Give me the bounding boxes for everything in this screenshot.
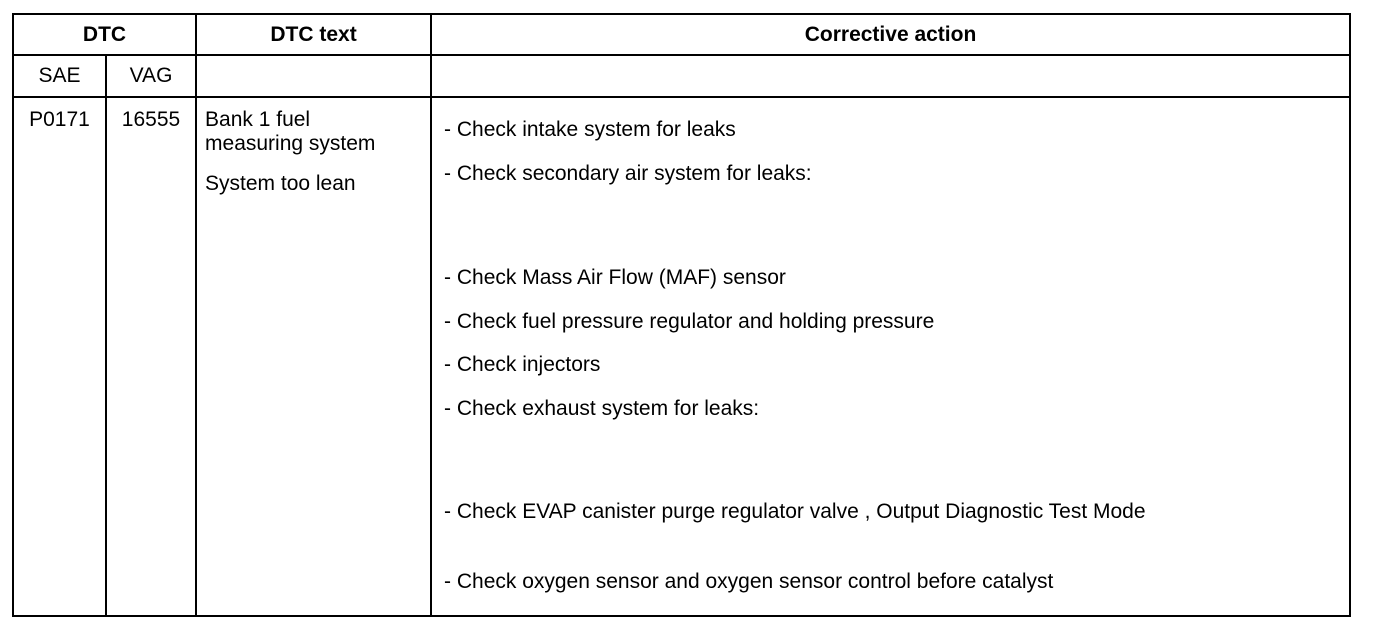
vag-code: 16555 [106,97,196,616]
action-item: - Check secondary air system for leaks: [444,162,812,185]
action-item: - Check intake system for leaks [444,118,736,141]
action-list [432,98,1349,605]
action-item: - Check fuel pressure regulator and holding pressure [444,310,935,333]
header-corrective-action: Corrective action [431,14,1350,55]
action-item: - Check Mass Air Flow (MAF) sensor [444,266,786,289]
action-item: - Check injectors [444,353,601,376]
header-dtc-text: DTC text [196,14,431,55]
header-row [13,14,1350,55]
corrective-action-cell [431,97,1350,616]
subheader-empty-action [431,55,1350,97]
dtc-text-line: System too lean [205,172,356,195]
subheader-vag: VAG [106,55,196,97]
action-item: - Check EVAP canister purge regulator valve , Output Diagnostic Test Mode [444,500,1146,523]
subheader-empty-text [196,55,431,97]
sae-code: P0171 [13,97,106,616]
dtc-text-cell [196,97,431,616]
subheader-row [13,55,1350,97]
header-dtc: DTC [13,14,196,55]
subheader-sae: SAE [13,55,106,97]
action-item: - Check oxygen sensor and oxygen sensor control before catalyst [444,570,1054,593]
dtc-text-line: measuring system [205,132,376,155]
dtc-table [12,13,1351,617]
table-row [13,97,1350,616]
dtc-text-line: Bank 1 fuel [205,108,311,131]
action-item: - Check exhaust system for leaks: [444,397,760,420]
